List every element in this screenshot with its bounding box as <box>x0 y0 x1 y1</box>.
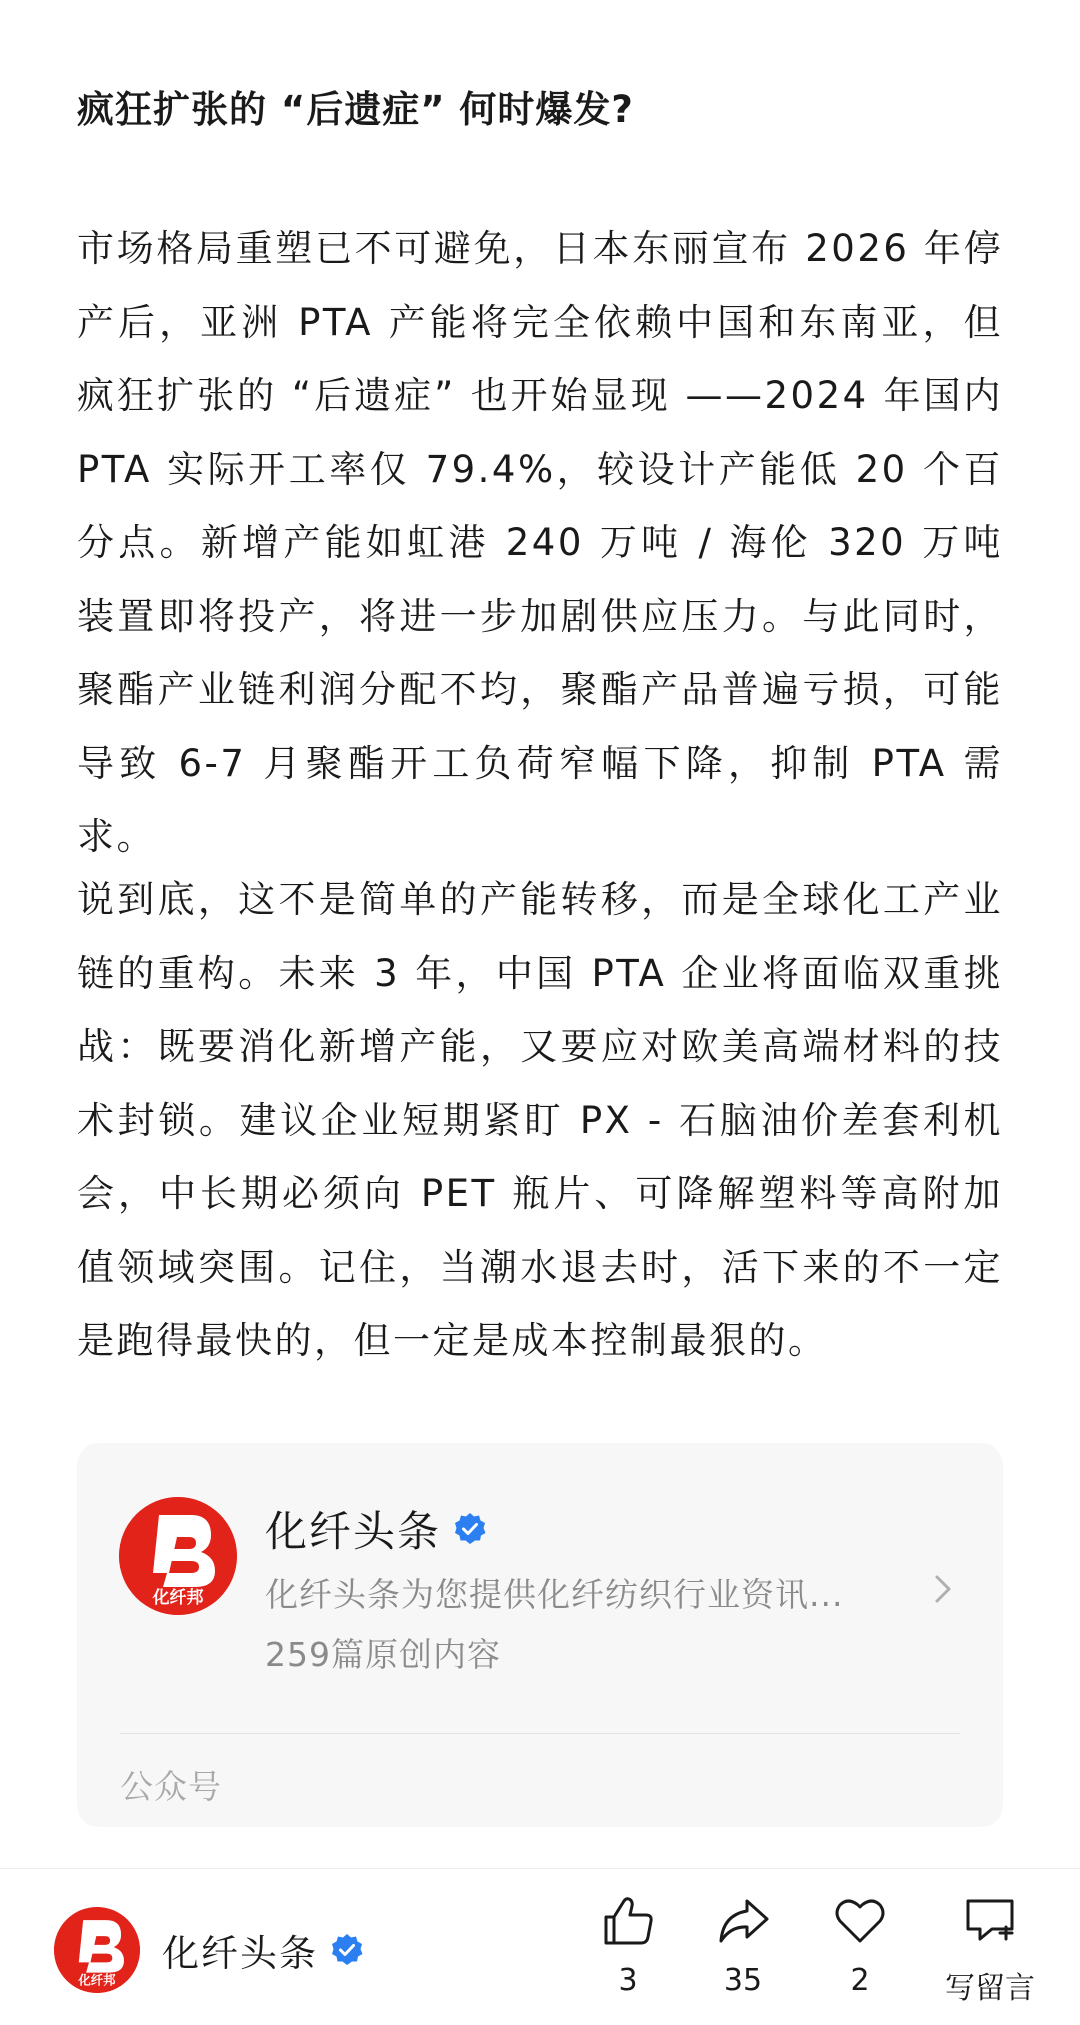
verified-badge-icon <box>330 1933 364 1967</box>
favorite-count: 2 <box>850 1963 870 1998</box>
brand-logo-icon <box>54 1907 140 1993</box>
article-paragraph: 市场格局重塑已不可避免，日本东丽宣布 2026 年停产后，亚洲 PTA 产能将完全依赖中国和东南亚，但疯狂扩张的 “后遗症” 也开始显现 ——2024 年国内 PTA 实际开工率仅 79.4%，较设计产能低 20 个百分点。新增产能如虹港 240 万吨 / 海伦 320 万吨装置即将投产，将进一步加剧供应压力。与此同时，聚酯产业链利润分配不均，聚酯产品普遍亏损，可能导致 6-7 月聚酯开工负荷窄幅下降，抑制 PTA 需求。 <box>77 227 1003 858</box>
brand-logo-icon <box>119 1497 237 1615</box>
card-divider <box>120 1733 960 1734</box>
favorite-button[interactable] <box>805 1893 915 1998</box>
account-name: 化纤头条 <box>265 1507 442 1556</box>
section-heading: 疯狂扩张的 “后遗症” 何时爆发? <box>77 88 634 131</box>
logo-text: 化纤邦 <box>152 1588 204 1608</box>
write-comment-label: 写留言 <box>945 1971 1035 2006</box>
account-type-label: 公众号 <box>120 1767 222 1806</box>
bar-account-name-row[interactable] <box>162 1923 364 1977</box>
like-button[interactable] <box>573 1893 683 1998</box>
account-name-row <box>265 1499 487 1559</box>
share-count: 35 <box>723 1963 763 1998</box>
account-card[interactable] <box>77 1443 1003 1827</box>
comment-plus-icon <box>962 1893 1018 1949</box>
heart-icon <box>832 1893 888 1949</box>
share-arrow-icon <box>715 1893 771 1949</box>
bar-account-name: 化纤头条 <box>162 1932 318 1975</box>
article-paragraph: 说到底，这不是简单的产能转移，而是全球化工产业链的重构。未来 3 年，中国 PTA 企业将面临双重挑战：既要消化新增产能，又要应对欧美高端材料的技术封锁。建议企业短期紧盯 PX - 石脑油价差套利机会，中长期必须向 PET 瓶片、可降解塑料等高附加值领域突围。记住，当潮水退去时，活下来的不一定是跑得最快的，但一定是成本控制最狠的。 <box>77 878 1003 1362</box>
original-count: 259篇原创内容 <box>265 1635 501 1674</box>
share-button[interactable] <box>688 1893 798 1998</box>
logo-text: 化纤邦 <box>78 1973 116 1988</box>
write-comment-button[interactable] <box>920 1893 1060 2007</box>
like-count: 3 <box>618 1963 638 1998</box>
account-description: 化纤头条为您提供化纤纺织行业资讯... <box>265 1575 844 1614</box>
bottom-action-bar <box>0 1868 1080 2025</box>
bar-account-avatar[interactable] <box>54 1907 140 1993</box>
thumbs-up-icon <box>600 1893 656 1949</box>
chevron-right-icon[interactable] <box>923 1569 963 1609</box>
account-avatar <box>119 1497 237 1615</box>
verified-badge-icon <box>453 1512 487 1546</box>
